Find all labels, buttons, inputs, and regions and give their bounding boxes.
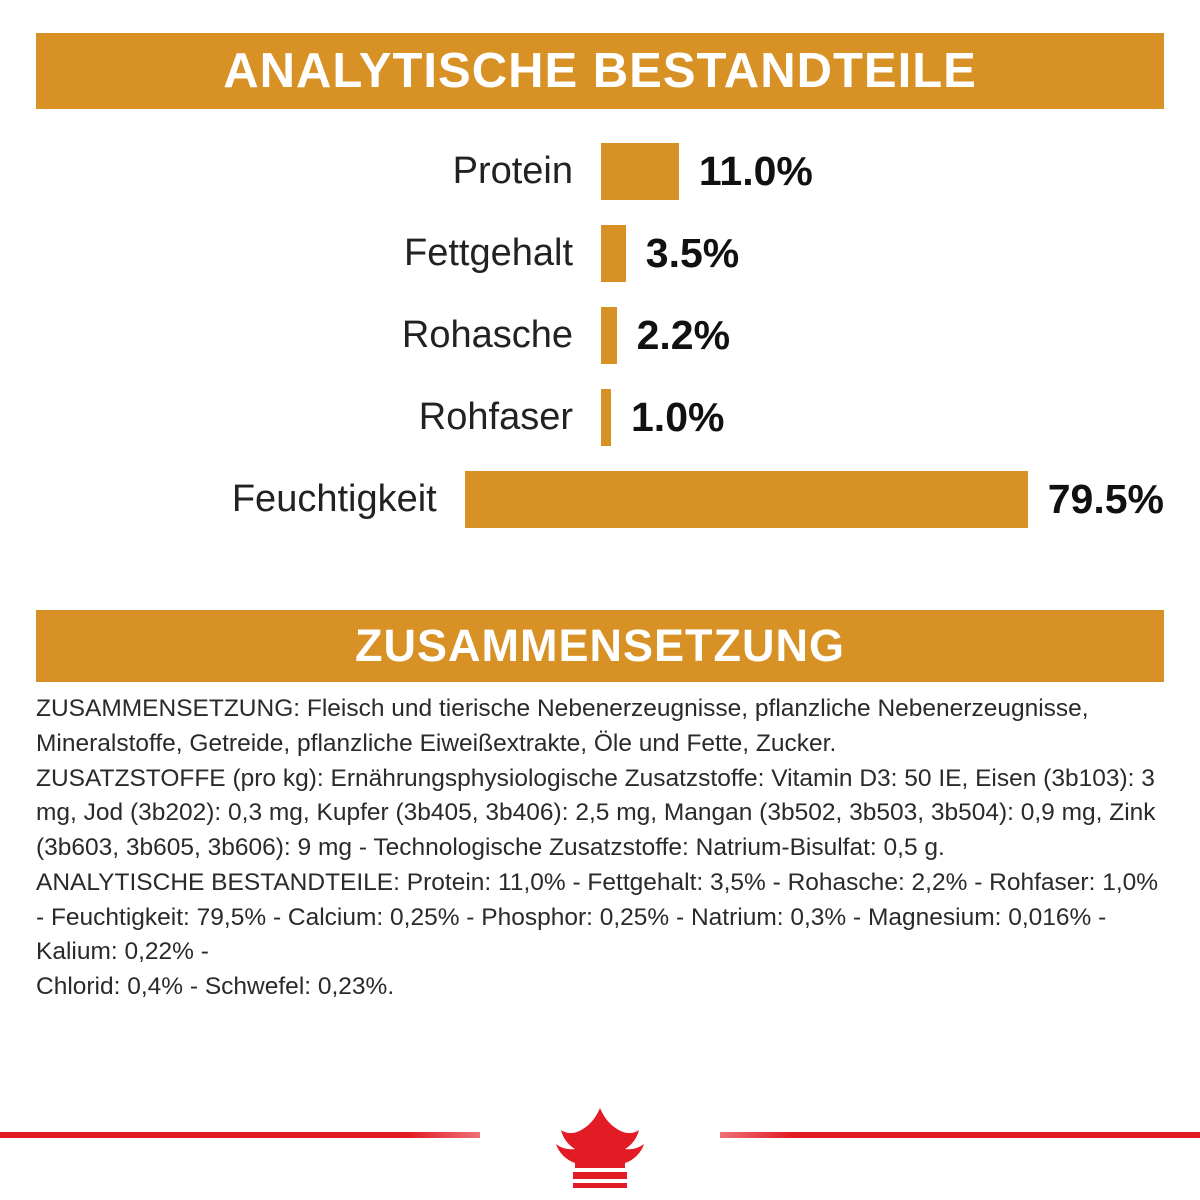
chart-bar-container <box>601 212 1164 294</box>
chart-category-label: Protein <box>452 149 573 192</box>
chart-bar-container <box>601 376 1164 458</box>
chart-row <box>36 458 1164 540</box>
chart-bar <box>601 143 679 200</box>
chart-bar <box>465 471 1028 528</box>
chart-bar-container <box>601 130 1164 212</box>
section-header-composition: ZUSAMMENSETZUNG <box>36 610 1164 682</box>
chart-row <box>36 130 1164 212</box>
chart-value-label: 79.5% <box>1047 475 1164 522</box>
chart-value-label: 1.0% <box>631 393 725 440</box>
chart-row <box>36 294 1164 376</box>
chart-value-label: 2.2% <box>636 311 731 358</box>
chart-row <box>36 376 1164 458</box>
chart-bar <box>601 225 626 282</box>
page-footer <box>0 1094 1200 1200</box>
analytical-constituents-bar-chart <box>36 130 1164 580</box>
chart-row <box>36 212 1164 294</box>
composition-paragraph: ANALYTISCHE BESTANDTEILE: Protein: 11,0% - Fettgehalt: 3,5% - Rohasche: 2,2% - Rohfaser: 1,0% - Feuchtigkeit: 79,5% - Calcium: 0,25% - Phosphor: 0,25% - Natrium: 0,3% - Magnesium: 0,016% - Kalium: 0,22% - <box>36 868 1159 966</box>
chart-bar-container <box>601 294 1164 376</box>
brand-logo <box>480 1094 720 1200</box>
chart-bar <box>601 307 617 364</box>
royal-canin-crown-icon <box>535 1102 665 1192</box>
chart-bar-container <box>465 458 1164 540</box>
composition-paragraph: ZUSAMMENSETZUNG: Fleisch und tierische Nebenerzeugnisse, pflanzliche Nebenerzeugnisse, Mineralstoffe, Getreide, pflanzliche Eiweißextrakte, Öle und Fette, Zucker. <box>36 695 1089 757</box>
chart-category-label: Rohfaser <box>418 395 573 438</box>
chart-category-label: Fettgehalt <box>404 231 573 274</box>
composition-text-block <box>36 692 1164 1005</box>
composition-paragraph: Chlorid: 0,4% - Schwefel: 0,23%. <box>36 973 395 1001</box>
chart-value-label: 3.5% <box>645 229 740 276</box>
chart-category-label: Rohasche <box>401 313 573 356</box>
chart-category-label: Feuchtigkeit <box>231 477 437 520</box>
chart-value-label: 11.0% <box>698 147 813 194</box>
chart-bar <box>601 389 611 446</box>
section-header-analytical-constituents: ANALYTISCHE BESTANDTEILE <box>36 33 1164 109</box>
composition-paragraph: ZUSATZSTOFFE (pro kg): Ernährungsphysiologische Zusatzstoffe: Vitamin D3: 50 IE, Eisen (3b103): 3 mg, Jod (3b202): 0,3 mg, Kupfer (3b405, 3b406): 2,5 mg, Mangan (3b502, 3b503, 3b504): 0,9 mg, Zink (3b603, 3b605, 3b606): 9 mg - Technologische Zusatzstoffe: Natrium-Bisulfat: 0,5 g. <box>36 764 1156 862</box>
